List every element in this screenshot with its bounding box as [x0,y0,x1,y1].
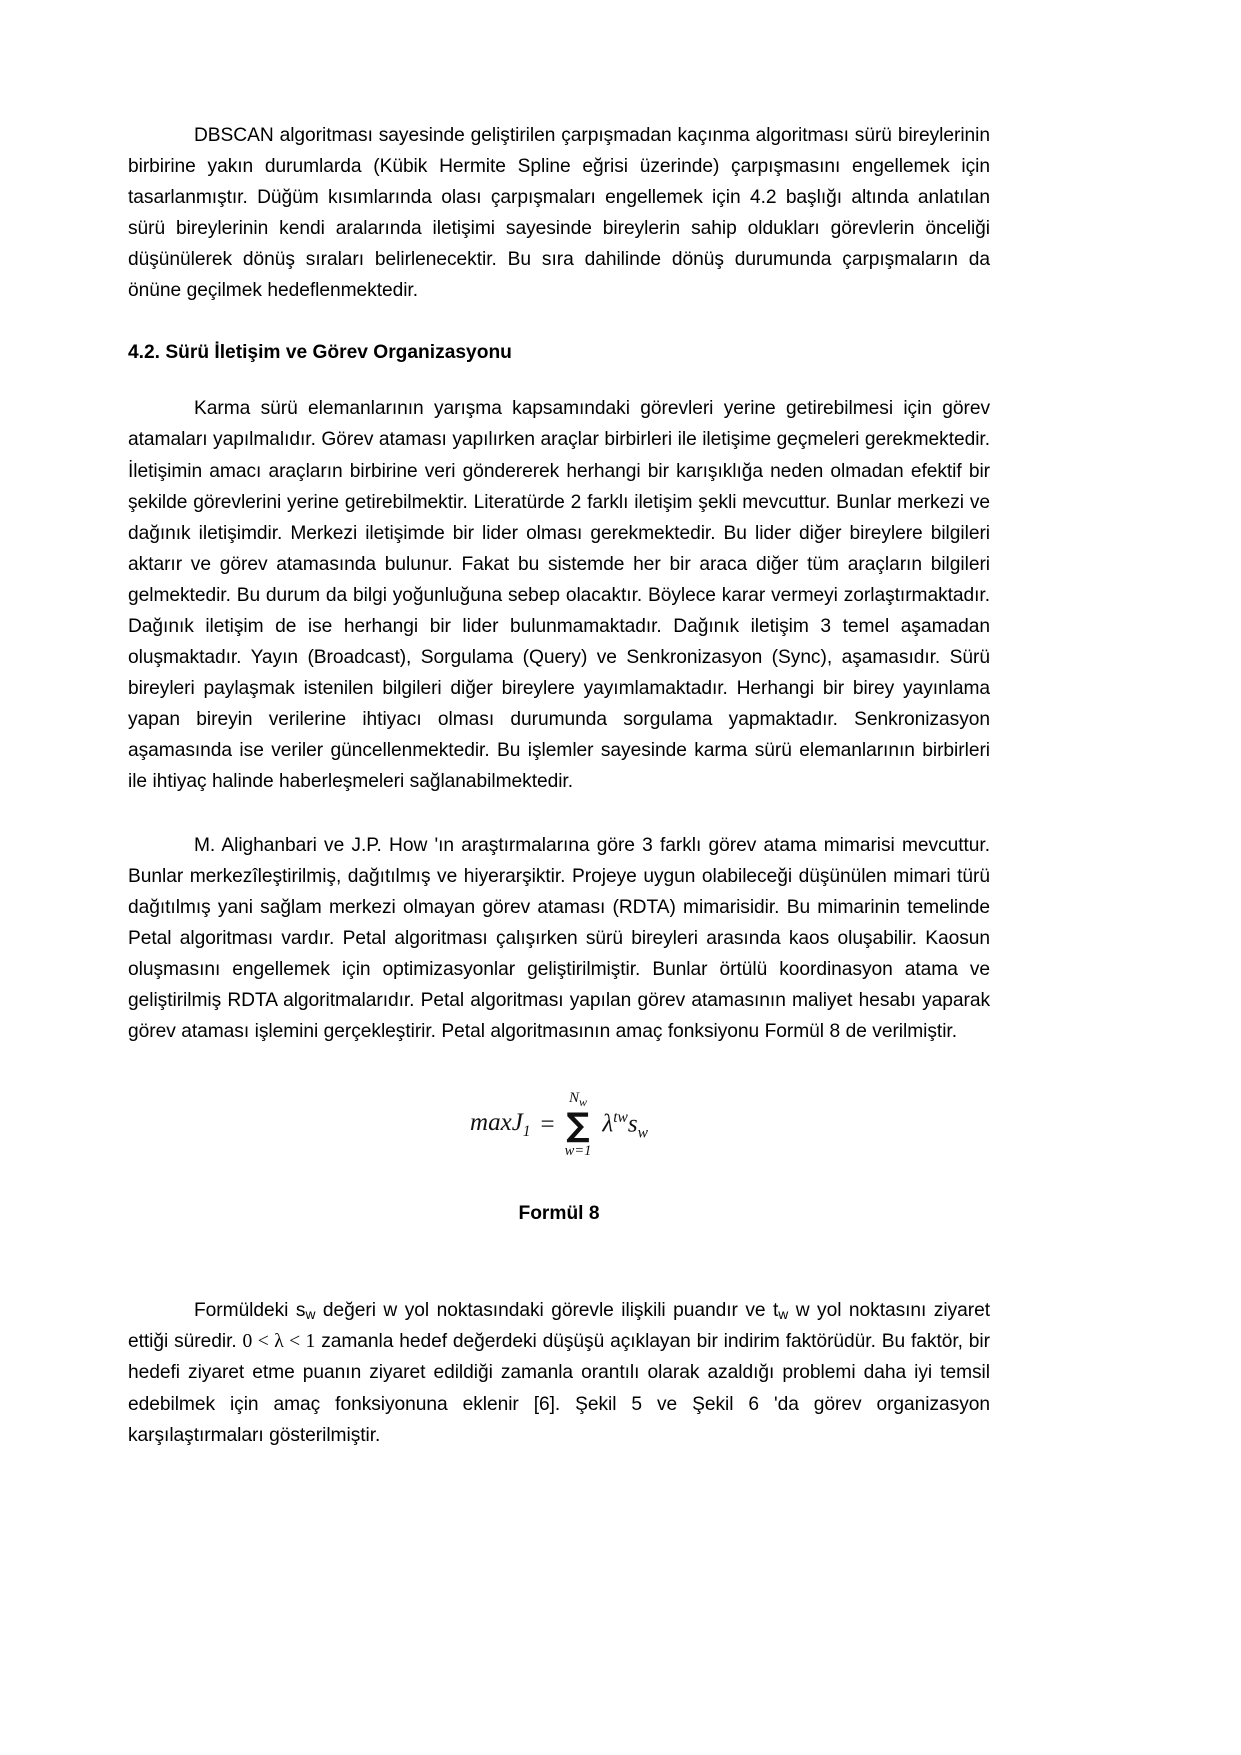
explanation-text-2: değeri w yol noktasındaki görevle ilişkili puandır ve t [315,1299,779,1321]
spacer [128,367,990,393]
spacer [128,1225,990,1269]
spacer [128,798,990,830]
spacer [128,1269,990,1295]
formula-equals: = [540,1111,555,1139]
explanation-sub-sw: w [305,1305,316,1322]
summation-lower-limit: w=1 [564,1143,592,1160]
spacer [128,1047,990,1091]
explanation-text-1: Formüldeki s [194,1299,306,1321]
explanation-sub-tw: w [778,1305,789,1322]
inline-math-lambda-range: 0 < λ < 1 [242,1330,316,1352]
formula-score-var: s [627,1109,638,1137]
formula-term [602,1110,648,1141]
formula-lambda: λ [602,1109,614,1137]
paragraph-task-assignment: M. Alighanbari ve J.P. How 'ın araştırmalarına göre 3 farklı görev atama mimarisi mevcuttur. Bunlar merkezîleştirilmiş, dağıtılmış ve hiyerarşiktir. Projeye uygun olabileceği düşünülen mimari türü dağıtılmış yani sağlam merkezi olmayan görev ataması (RDTA) mimarisidir. Bu mimarinin temelinde Petal algoritması vardır. Petal algoritması çalışırken sürü bireyleri arasında kaos oluşabilir. Kaosun oluşmasını engellemek için optimizasyonlar geliştirilmiştir. Bunlar örtülü koordinasyon atama ve geliştirilmiş RDTA algoritmalarıdır. Petal algoritması yapılan görev atamasının maliyet hesabı yaparak görev ataması işlemini gerçekleştirir. Petal algoritmasının amaç fonksiyonu Formül 8 de verilmiştir. [128,834,990,1043]
section-heading-4-2: 4.2. Sürü İletişim ve Görev Organizasyonu [128,341,512,363]
formula-lambda-exponent: tw [613,1108,628,1126]
explanation-text-3: w yol noktasını ziyaret ettiği süredir. [128,1299,990,1352]
formula-expression [470,1091,648,1158]
formula-8 [128,1091,990,1158]
formula-lhs-base: maxJ [470,1109,523,1137]
summation [565,1091,592,1158]
formula-lhs-subscript: 1 [522,1123,531,1141]
summation-upper-subscript: w [579,1095,588,1110]
formula-score-subscript: w [637,1123,648,1141]
spacer [128,307,990,339]
sigma-icon: ∑ [566,1106,590,1145]
spacer [128,1159,990,1203]
paragraph-formula-explanation [128,1295,990,1451]
page-content [128,120,990,1451]
paragraph-intro-dbscan: DBSCAN algoritması sayesinde geliştirilen çarpışmadan kaçınma algoritması sürü bireylerinin birbirine yakın durumlarda (Kübik Hermite Spline eğrisi üzerinde) çarpışmasını engellemek için tasarlanmıştır. Düğüm kısımlarında olası çarpışmaları engellemek için 4.2 başlığı altında anlatılan sürü bireylerinin kendi aralarında iletişimi sayesinde bireylerin sahip oldukları görevlerin önceliği düşünülerek dönüş sıraları belirlenecektir. Bu sıra dahilinde dönüş durumunda çarpışmaların da önüne geçilmek hedeflenmektedir. [128,125,990,302]
summation-upper-base: N [569,1090,580,1107]
paragraph-communication: Karma sürü elemanlarının yarışma kapsamındaki görevleri yerine getirebilmesi için görev atamaları yapılmalıdır. Görev ataması yapılırken araçlar birbirleri ile iletişime geçmeleri gerekmektedir. İletişimin amacı araçların birbirine veri göndererek herhangi bir karışıklığa neden olmadan efektif bir şekilde görevlerini yerine getirebilmektir. Literatürde 2 farklı iletişim şekli mevcuttur. Bunlar merkezi ve dağınık iletişimdir. Merkezi iletişimde bir lider olması gerekmektedir. Bu lider diğer bireylere bilgileri aktarır ve görev atamasında bulunur. Fakat bu sistemde her bir araca diğer tüm araçların bilgileri gelmektedir. Bu durum da bilgi yoğunluğuna sebep olacaktır. Böylece karar vermeyi zorlaştırmaktadır. Dağınık iletişim de ise herhangi bir lider bulunmamaktadır. Dağınık iletişim 3 temel aşamadan oluşmaktadır. Yayın (Broadcast), Sorgulama (Query) ve Senkronizasyon (Sync), aşamasıdır. Sürü bireyleri paylaşmak istenilen bilgileri diğer bireylere yayımlamaktadır. Herhangi bir birey yayınlama yapan bireyin verilerine ihtiyacı olması durumunda sorgulama yapmaktadır. Senkronizasyon aşamasında ise veriler güncellenmektedir. Bu işlemler sayesinde karma sürü elemanlarının birbirleri ile ihtiyaç halinde haberleşmeleri sağlanabilmektedir. [128,398,990,793]
formula-caption: Formül 8 [518,1202,600,1224]
explanation-text-4: zamanla hedef değerdeki düşüşü açıklayan bir indirim faktörüdür. Bu faktör, bir hedefi ziyaret etme puanın ziyaret edildiği zamanla orantılı olarak azaldığı problemi daha iyi temsil edebilmek için amaç fonksiyonuna eklenir [6]. Şekil 5 ve Şekil 6 'da görev organizasyon karşılaştırmaları gösterilmiştir. [128,1330,990,1446]
formula-lhs [470,1110,531,1140]
